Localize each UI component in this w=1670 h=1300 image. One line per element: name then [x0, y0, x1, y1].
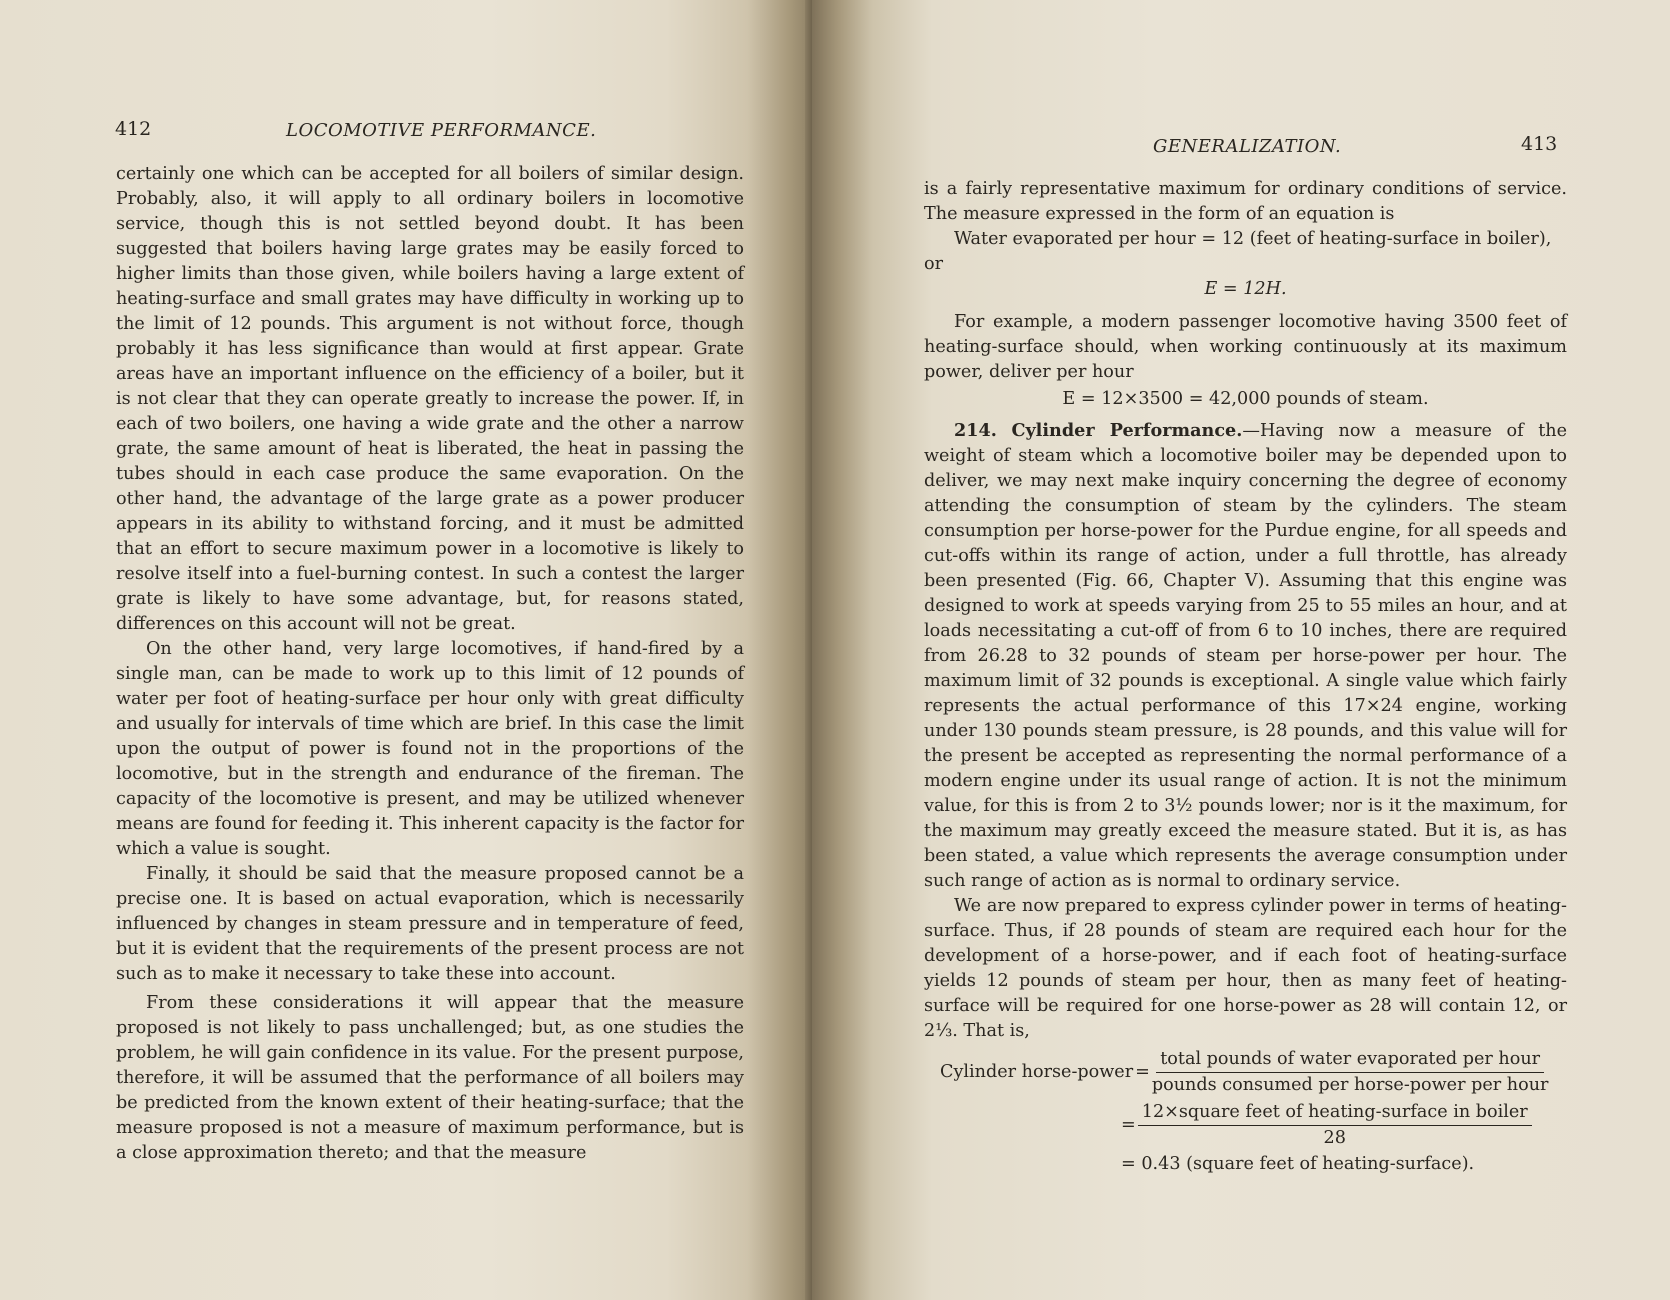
right-running-head: GENERALIZATION.	[1153, 136, 1342, 157]
formula-line-2: = $\frac{\text{12×square feet of heating-surface in boiler}}{28}$	[1119, 1101, 1567, 1150]
formula-lhs: Cylinder horse-power	[940, 1062, 1134, 1082]
formula-line-1: Cylinder horse-power = $\frac{\text{total pounds of water evaporated per hour}}{\text{pounds consumed per horse-power per hour}}$	[940, 1049, 1549, 1095]
right-paragraph-4: We are now prepared to express cylinder power in terms of heating-surface. Thus, if 28 pounds of steam are required each hour for the development of a horse-power, and if each foot of heating-surface yields 12 pounds of steam per hour, then as many feet of heating-surface will be required for one horse-power as 28 will contain 12, or 2⅓. That is,	[924, 896, 1567, 1041]
equation-1b: E = 12H.	[1204, 279, 1287, 299]
left-page	[0, 0, 812, 1300]
left-page-number: 412	[115, 118, 152, 140]
formula-fraction-2-denominator: 28	[1323, 1128, 1346, 1148]
formula-fraction-1-denominator: pounds consumed per horse-power per hour	[1151, 1075, 1549, 1095]
right-paragraph-2: For example, a modern passenger locomotive having 3500 feet of heating-surface should, when working continuously at its maximum power, deliver per hour	[924, 312, 1567, 382]
left-paragraph-4: From these considerations it will appear that the measure proposed is not likely to pass unchallenged; but, as one studies the problem, he will gain confidence in its value. For the present purpose, therefore, it will be assumed that the performance of all boilers may be predicted from the known extent of their heating-surface; that the measure proposed is not a measure of maximum performance, but is a close approximation thereto; and that the measure	[116, 993, 744, 1163]
right-paragraph-3	[924, 418, 1567, 894]
section-title: Cylinder Performance.	[1011, 420, 1243, 441]
right-page	[812, 0, 1670, 1300]
right-text-block	[924, 177, 1567, 1177]
right-paragraph-1: is a fairly representative maximum for ordinary conditions of service. The measure expressed in the form of an equation is	[924, 179, 1567, 224]
left-paragraph-3: Finally, it should be said that the measure proposed cannot be a precise one. It is based on actual evaporation, which is necessarily influenced by changes in steam pressure and in temperature of feed, but it is evident that the requirements of the present process are not such as to make it necessary to take these into account.	[116, 864, 744, 984]
left-running-head: LOCOMOTIVE PERFORMANCE.	[286, 120, 597, 141]
formula-fraction-2	[1138, 1101, 1532, 1150]
right-page-number: 413	[1521, 133, 1558, 155]
formula-fraction-2-numerator: 12×square feet of heating-surface in boiler	[1138, 1101, 1532, 1126]
formula-fraction-1	[1152, 1048, 1549, 1097]
equation-2: E = 12×3500 = 42,000 pounds of steam.	[1062, 389, 1429, 409]
left-text-block	[116, 162, 744, 1166]
equation-1a: Water evaporated per hour = 12 (feet of heating-surface in boiler), or	[924, 229, 1552, 274]
section-number: 214.	[954, 420, 997, 441]
formula-result: = 0.43 (square feet of heating-surface).	[1121, 1154, 1475, 1174]
formula-fraction-1-numerator: total pounds of water evaporated per hour	[1156, 1048, 1544, 1073]
left-paragraph-1: certainly one which can be accepted for all boilers of similar design. Probably, also, it will apply to all ordinary boilers in locomotive service, though this is not settled beyond doubt. It has been suggested that boilers having large grates may be easily forced to higher limits than those given, while boilers having a large extent of heating-surface and small grates may have difficulty in working up to the limit of 12 pounds. This argument is not without force, though probably it has less significance than would at first appear. Grate areas have an important influence on the efficiency of a boiler, but it is not clear that they can operate greatly to increase the power. If, in each of two boilers, one having a wide grate and the other a narrow grate, the same amount of heat is liberated, the heat in passing the tubes should in each case produce the same evaporation. On the other hand, the advantage of the large grate as a power producer appears in its ability to withstand forcing, and it must be admitted that an effort to secure maximum power in a locomotive is likely to resolve itself into a fuel-burning contest. In such a contest the larger grate is likely to have some advantage, but, for reasons stated, differences on this account will not be great.	[116, 164, 744, 634]
left-paragraph-2: On the other hand, very large locomotives, if hand-fired by a single man, can be made to work up to this limit of 12 pounds of water per foot of heating-surface per hour only with great difficulty and usually for intervals of time which are brief. In this case the limit upon the output of power is found not in the proportions of the locomotive, but in the strength and endurance of the fireman. The capacity of the locomotive is present, and may be utilized whenever means are found for feeding it. This inherent capacity is the factor for which a value is sought.	[116, 639, 744, 859]
section-3-text: —Having now a measure of the weight of steam which a locomotive boiler may be depended upon to deliver, we may next make inquiry concerning the degree of economy attending the consumption of steam by the cylinders. The steam consumption per horse-power for the Purdue engine, for all speeds and cut-offs within its range of action, under a full throttle, has already been presented (Fig. 66, Chapter V). Assuming that this engine was designed to work at speeds varying from 25 to 55 miles an hour, and at loads necessitating a cut-off of from 6 to 10 inches, there are required from 26.28 to 32 pounds of steam per horse-power per hour. The maximum limit of 32 pounds is exceptional. A single value which fairly represents the actual performance of this 17×24 engine, working under 130 pounds steam pressure, is 28 pounds, and this value will for the present be accepted as representing the normal performance of a modern engine under its usual range of action. It is not the minimum value, for this is from 2 to 3½ pounds lower; nor is it the maximum, for the maximum may greatly exceed the measure stated. But it is, as has been stated, a value which represents the average consumption under such range of action as is normal to ordinary service.	[924, 421, 1568, 891]
